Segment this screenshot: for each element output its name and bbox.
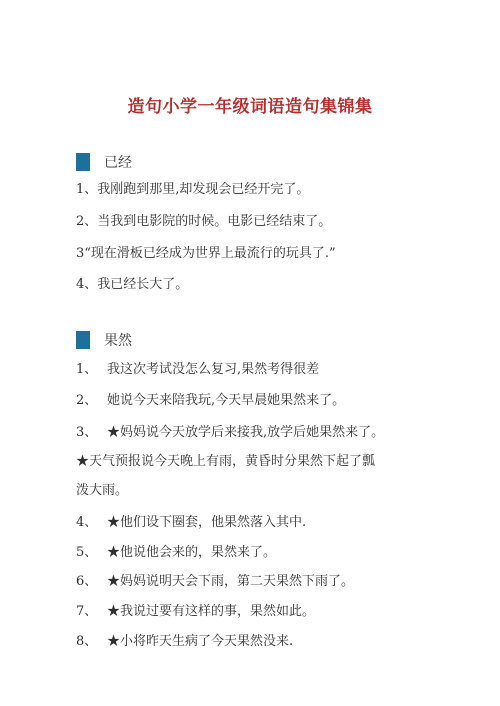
sentence-text: ★天气预报说今天晚上有雨，黄昏时分果然下起了瓢 [76,454,376,469]
sentence-text: ★妈妈说明天会下雨，第二天果然下雨了。 [107,574,355,589]
sentence-number: 1、 [76,362,98,377]
section-heading-yijing [76,152,132,172]
sentence-line [76,392,345,410]
sentence-text: ★他说他会来的，果然来了。 [107,545,277,560]
sentence-text: ★小将昨天生病了今天果然没来. [107,634,294,649]
sentence-line [76,453,375,471]
sentence-text: 泼大雨。 [76,483,129,498]
sentence-line [76,573,354,591]
section-heading-label: 果然 [104,333,132,349]
sentence-text: 我已经长大了。 [97,277,189,292]
sentence-line [76,603,315,621]
sentence-text: ★我说过要有这样的事，果然如此。 [107,604,316,619]
sentence-text: ★他们设下圈套，他果然落入其中. [107,515,307,530]
sentence-number: 4、 [76,277,98,292]
section-marker-icon [76,331,90,349]
sentence-number: 7、 [76,604,98,619]
sentence-line [76,424,384,442]
sentence-number: 3、 [76,425,98,440]
sentence-text: 我刚跑到那里,却发现会已经开完了。 [97,182,310,197]
sentence-number: 1、 [76,182,98,197]
sentence-number: 8、 [76,634,98,649]
sentence-line [76,514,306,532]
sentence-number: 2、 [76,393,98,408]
section-marker-icon [76,153,90,171]
sentence-line [76,633,293,651]
section-heading-guoran [76,330,132,350]
page-title: 造句小学一年级词语造句集锦集 [127,97,373,117]
sentence-text: ★妈妈说今天放学后来接我,放学后她果然来了。 [107,425,385,440]
sentence-line [76,245,336,263]
sentence-line [76,276,188,294]
sentence-line [76,181,309,199]
sentence-number: 2、 [76,214,98,229]
section-heading-label: 已经 [104,155,132,171]
sentence-text: 当我到电影院的时候。电影已经结束了。 [97,214,332,229]
sentence-text: 我这次考试没怎么复习,果然考得很差 [107,362,320,377]
sentence-number: 6、 [76,574,98,589]
sentence-line [76,213,331,231]
sentence-text: 3“现在滑板已经成为世界上最流行的玩具了.” [76,246,336,261]
sentence-line [76,544,276,562]
sentence-number: 4、 [76,515,98,530]
sentence-line-continued [76,482,128,500]
sentence-text: 她说今天来陪我玩,今天早晨她果然来了。 [107,393,346,408]
sentence-line [76,361,319,379]
sentence-number: 5、 [76,545,98,560]
